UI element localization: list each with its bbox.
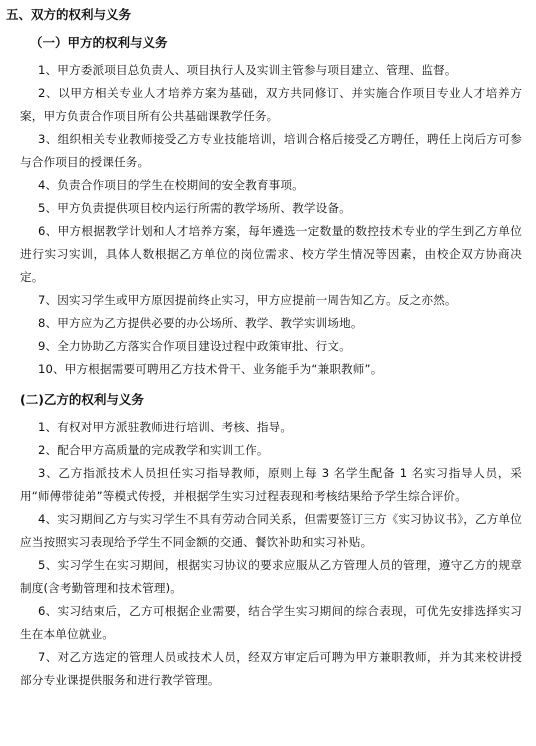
- party-a-item: 8、甲方应为乙方提供必要的办公场所、教学、教学实训场地。: [38, 316, 363, 330]
- party-b-item: 7、对乙方选定的管理人员或技术人员，经双方审定后可聘为甲方兼职教师，并为其来校讲授部分专业课提供服务和进行教学管理。: [20, 650, 522, 687]
- party-a-heading: （一）甲方的权利与义务: [30, 35, 168, 50]
- party-b-heading: (二)乙方的权利与义务: [20, 392, 144, 407]
- party-a-item: 6、甲方根据教学计划和人才培养方案，每年遴选一定数量的数控技术专业的学生到乙方单位进行实习实训，具体人数根据乙方单位的岗位需求、校方学生情况等因素，由校企双方协商决定。: [20, 224, 522, 284]
- party-b-item: 4、实习期间乙方与实习学生不具有劳动合同关系，但需要签订三方《实习协议书》，乙方单位应当按照实习表现给予学生不同金额的交通、餐饮补助和实习补贴。: [20, 512, 522, 549]
- party-b-item: 3、乙方指派技术人员担任实习指导教师，原则上每 3 名学生配备 1 名实习指导人员，采用“师傅带徒弟”等模式传授，并根据学生实习过程表现和考核结果给予学生综合评价。: [20, 466, 522, 503]
- party-a-item: 9、全力协助乙方落实合作项目建设过程中政策审批、行文。: [38, 339, 351, 353]
- party-a-item: 7、因实习学生或甲方原因提前终止实习，甲方应提前一周告知乙方。反之亦然。: [38, 293, 457, 307]
- party-a-item: 10、甲方根据需要可聘用乙方技术骨干、业务能手为“兼职教师”。: [38, 362, 383, 376]
- party-b-item: 2、配合甲方高质量的完成教学和实训工作。: [38, 443, 269, 457]
- party-b-item: 1、有权对甲方派驻教师进行培训、考核、指导。: [38, 420, 293, 434]
- party-b-item: 5、实习学生在实习期间，根据实习协议的要求应服从乙方管理人员的管理，遵守乙方的规章制度(含考勤管理和技术管理)。: [20, 558, 522, 595]
- party-a-item: 1、甲方委派项目总负责人、项目执行人及实训主管参与项目建立、管理、监督。: [38, 63, 457, 77]
- party-a-item: 5、甲方负责提供项目校内运行所需的教学场所、教学设备。: [38, 201, 351, 215]
- party-a-item: 4、负责合作项目的学生在校期间的安全教育事项。: [38, 178, 304, 192]
- party-a-item: 2、以甲方相关专业人才培养方案为基础，双方共同修订、并实施合作项目专业人才培养方案，甲方负责合作项目所有公共基础课教学任务。: [20, 86, 522, 123]
- party-b-item: 6、实习结束后，乙方可根据企业需要，结合学生实习期间的综合表现，可优先安排选择实习生在本单位就业。: [20, 604, 522, 641]
- party-a-item: 3、组织相关专业教师接受乙方专业技能培训，培训合格后接受乙方聘任，聘任上岗后方可参与合作项目的授课任务。: [20, 132, 522, 169]
- section-title: 五、双方的权利与义务: [6, 7, 132, 22]
